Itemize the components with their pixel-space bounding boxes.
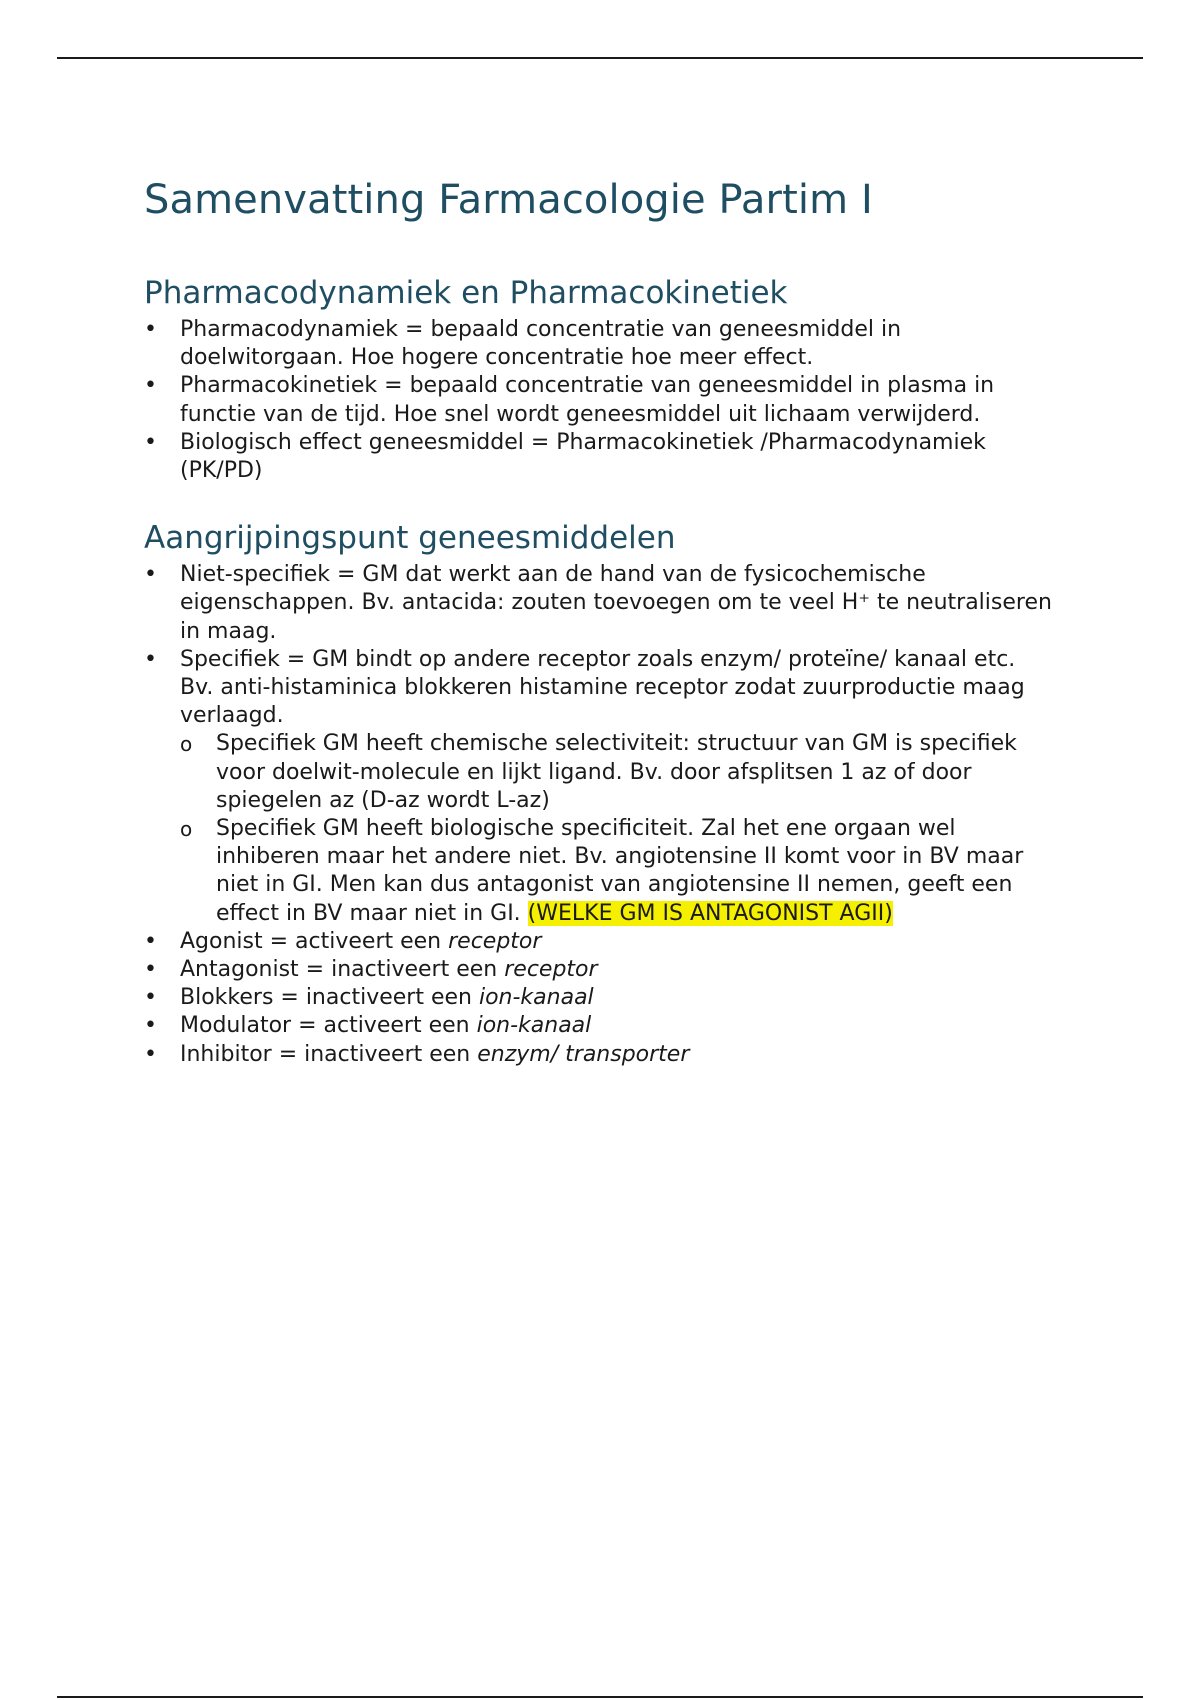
definition-item	[144, 1012, 1054, 1040]
bullet-list	[144, 316, 1054, 485]
list-item	[144, 429, 1054, 485]
definition-item	[144, 1041, 1054, 1069]
sub-list-item	[144, 815, 1054, 928]
document-body	[144, 176, 1054, 1069]
bullet-icon: •	[144, 957, 157, 983]
bullet-icon: •	[144, 373, 157, 399]
bullet-list	[144, 561, 1054, 730]
section-heading: Aangrijpingspunt geneesmiddelen	[144, 520, 676, 557]
list-item-text: Pharmacodynamiek = bepaald concentratie van geneesmiddel in doelwitorgaan. Hoe hogere concentratie hoe meer effect.	[180, 317, 902, 371]
section-drug-targets	[144, 519, 1054, 1069]
document-title: Samenvatting Farmacologie Partim I	[144, 177, 873, 223]
definition-list	[144, 928, 1054, 1069]
bullet-icon: •	[144, 429, 157, 455]
list-item	[144, 561, 1054, 646]
bullet-icon: •	[144, 317, 157, 342]
definition-item	[144, 956, 1054, 984]
section-heading: Pharmacodynamiek en Pharmacokinetiek	[144, 275, 788, 311]
bullet-icon: •	[144, 928, 157, 954]
sub-list-item-text: Specifiek GM heeft biologische specificiteit. Zal het ene orgaan wel inhiberen maar het andere niet. Bv. angiotensine II komt voor in BV maar niet in GI. Men kan dus antagonist van angiotensine II nemen, geeft een effect in BV maar niet in GI.	[216, 816, 1024, 926]
bullet-icon: •	[144, 985, 157, 1011]
definition-target: enzym/ transporter	[477, 1041, 690, 1067]
definition-term: Inhibitor = inactiveert een	[180, 1041, 471, 1067]
definition-term: Agonist = activeert een	[180, 928, 442, 954]
definition-term: Modulator = activeert een	[180, 1013, 470, 1039]
definition-term: Blokkers = inactiveert een	[180, 985, 472, 1011]
list-item	[144, 316, 1054, 372]
definition-term: Antagonist = inactiveert een	[180, 957, 498, 983]
header-rule	[57, 57, 1143, 59]
list-item	[144, 372, 1054, 428]
list-item-text: Specifiek = GM bindt op andere receptor zoals enzym/ proteïne/ kanaal etc. Bv. anti-histaminica blokkeren histamine receptor zodat zuurproductie maag verlaagd.	[180, 646, 1025, 729]
sub-list-item	[144, 730, 1054, 815]
sub-list-item-text: Specifiek GM heeft chemische selectiviteit: structuur van GM is specifiek voor doelwit-molecule en lijkt ligand. Bv. door afsplitsen 1 az of door spiegelen az (D-az wordt L-az)	[216, 731, 1017, 813]
sub-bullet-list	[144, 730, 1054, 927]
definition-target: ion-kanaal	[478, 985, 594, 1011]
list-item-text: Pharmacokinetiek = bepaald concentratie van geneesmiddel in plasma in functie van de tijd. Hoe snel wordt geneesmiddel uit lichaam verwijderd.	[180, 373, 995, 427]
definition-item	[144, 928, 1054, 956]
definition-target: receptor	[448, 928, 542, 954]
definition-target: receptor	[504, 957, 598, 983]
footer-rule	[57, 1696, 1143, 1698]
bullet-icon: •	[144, 1041, 157, 1067]
definition-item	[144, 984, 1054, 1012]
list-item	[144, 646, 1054, 731]
highlighted-question: (WELKE GM IS ANTAGONIST AGII)	[527, 900, 893, 926]
list-item-text: Niet-specifiek = GM dat werkt aan de hand van de fysicochemische eigenschappen. Bv. antacida: zouten toevoegen om te veel H⁺ te neutraliseren in maag.	[180, 562, 1052, 644]
bullet-icon: •	[144, 562, 157, 588]
bullet-icon: •	[144, 646, 157, 672]
definition-target: ion-kanaal	[476, 1013, 592, 1039]
sub-bullet-icon: o	[180, 817, 193, 842]
section-pharmacodynamics	[144, 274, 1054, 485]
list-item-text: Biologisch effect geneesmiddel = Pharmacokinetiek /Pharmacodynamiek (PK/PD)	[180, 429, 986, 484]
sub-bullet-icon: o	[180, 732, 193, 757]
bullet-icon: •	[144, 1013, 157, 1039]
